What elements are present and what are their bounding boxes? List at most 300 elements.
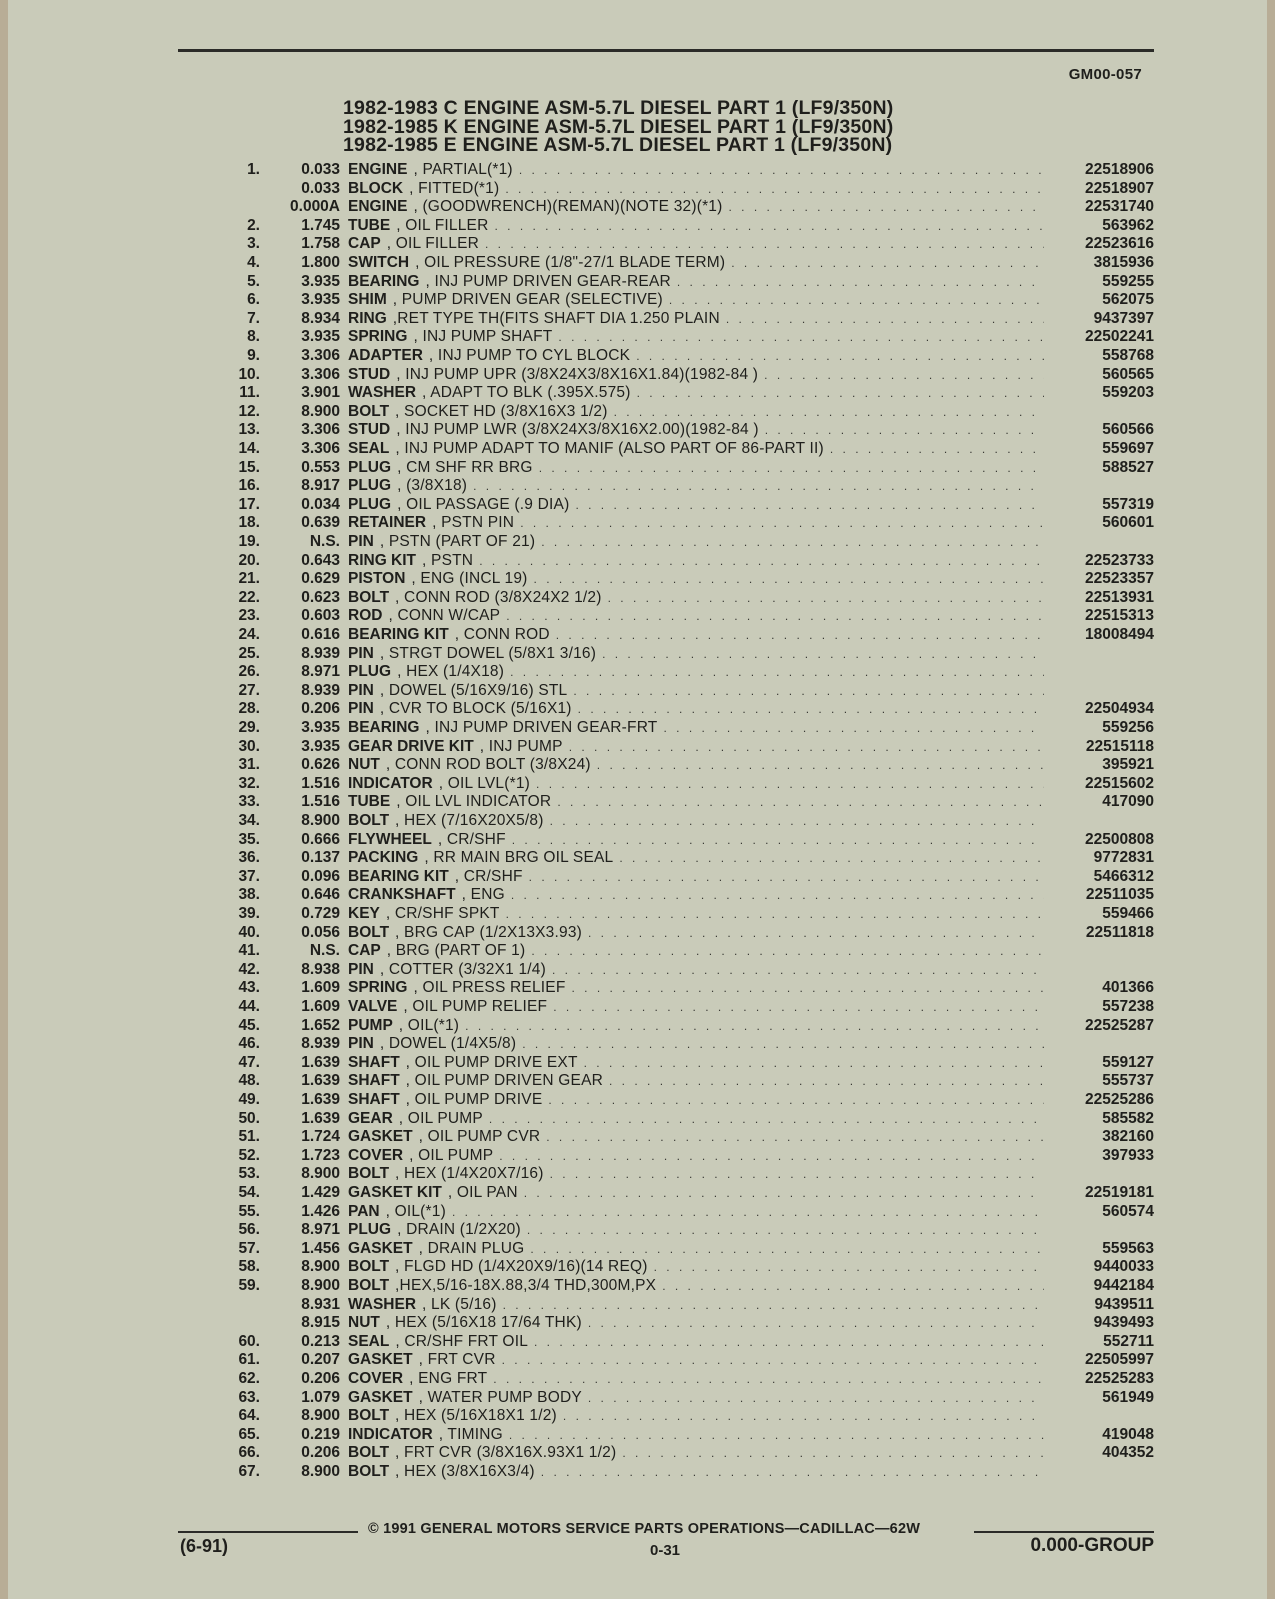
part-description [348, 1333, 1044, 1352]
part-description [348, 254, 1044, 273]
part-detail: , CONN ROD (3/8X24X2 1/2) [395, 588, 602, 606]
item-number: 31. [238, 756, 260, 774]
group-number: 8.900 [301, 1165, 340, 1183]
part-name: TUBE [348, 216, 391, 234]
group-number: 0.207 [301, 1351, 340, 1369]
group-number: 3.306 [301, 365, 340, 383]
part-number: 585582 [1102, 1109, 1154, 1127]
part-number: 22511818 [1085, 923, 1154, 941]
part-number: 18008494 [1085, 626, 1154, 643]
leader-dots [522, 1035, 1044, 1054]
group-number: 8.915 [301, 1314, 340, 1332]
part-number: 419048 [1102, 1425, 1154, 1443]
part-name: INDICATOR [348, 774, 433, 792]
item-number: 43. [238, 979, 260, 997]
group-number: 1.724 [301, 1128, 340, 1146]
leader-dots [588, 924, 1044, 943]
part-name: CAP [348, 235, 381, 253]
part-number: 559697 [1102, 440, 1154, 457]
part-name: ENGINE [348, 198, 408, 216]
part-name: BOLT [348, 1463, 390, 1480]
part-name: CAP [348, 942, 381, 960]
item-number: 38. [238, 886, 260, 904]
item-number: 27. [238, 681, 260, 699]
list-item [8, 291, 1267, 310]
part-detail: , HEX (1/4X18) [397, 663, 505, 681]
part-detail: , PUMP DRIVEN GEAR (SELECTIVE) [392, 291, 663, 309]
item-number: 14. [238, 440, 260, 457]
part-description [348, 924, 1044, 943]
list-item [8, 775, 1267, 794]
part-description [348, 1351, 1044, 1370]
part-detail: , OIL PUMP DRIVE [405, 1091, 543, 1108]
item-number: 55. [238, 1202, 260, 1220]
part-detail: , BRG (PART OF 1) [386, 942, 526, 960]
leader-dots [588, 1314, 1044, 1333]
group-number: 1.652 [301, 1016, 340, 1034]
part-description [348, 1277, 1044, 1296]
item-number: 50. [238, 1109, 260, 1127]
item-number: 34. [238, 812, 260, 829]
part-number: 22515118 [1085, 737, 1154, 755]
part-detail: , OIL PASSAGE (.9 DIA) [397, 495, 570, 513]
part-number: 22523357 [1085, 570, 1154, 588]
leader-dots [536, 775, 1044, 794]
item-number: 36. [238, 849, 260, 867]
part-name: PISTON [348, 570, 406, 588]
part-detail: , INJ PUMP DRIVEN GEAR-REAR [425, 272, 671, 290]
group-number: 0.137 [301, 849, 340, 867]
part-detail: , OIL(*1) [385, 1202, 446, 1220]
leader-dots [548, 1091, 1044, 1110]
part-number: 9442184 [1093, 1277, 1154, 1294]
part-name: BOLT [348, 812, 390, 829]
part-description [348, 1184, 1044, 1203]
list-item [8, 180, 1267, 199]
item-number: 41. [238, 942, 260, 960]
leader-dots [602, 645, 1044, 664]
item-number: 29. [238, 719, 260, 736]
group-label: 0.000-GROUP [1030, 1535, 1154, 1556]
part-name: STUD [348, 421, 391, 439]
part-name: PAN [348, 1202, 380, 1220]
part-name: PIN [348, 644, 374, 662]
leader-dots [485, 235, 1044, 254]
leader-dots [506, 905, 1044, 924]
part-name: PIN [348, 1035, 374, 1053]
part-number: 5466312 [1093, 867, 1154, 885]
group-number: 0.213 [301, 1332, 340, 1350]
part-detail: , BRG CAP (1/2X13X3.93) [395, 923, 583, 941]
list-item [8, 812, 1267, 831]
leader-dots [541, 1463, 1044, 1482]
part-detail: , (GOODWRENCH)(REMAN)(NOTE 32)(*1) [413, 198, 723, 216]
part-description [348, 161, 1044, 180]
part-name: SEAL [348, 1332, 390, 1350]
item-number: 23. [238, 607, 260, 625]
leader-dots [479, 552, 1044, 571]
list-item [8, 1110, 1267, 1129]
part-name: GASKET KIT [348, 1184, 442, 1201]
list-item [8, 235, 1267, 254]
item-number: 2. [247, 216, 260, 234]
leader-dots [575, 496, 1044, 515]
part-description [348, 700, 1044, 719]
leader-dots [619, 849, 1044, 868]
item-number: 67. [238, 1463, 260, 1480]
part-name: GASKET [348, 1388, 413, 1406]
part-name: BOLT [348, 588, 390, 606]
part-name: GASKET [348, 1128, 413, 1146]
part-detail: , OIL PUMP [409, 1146, 494, 1164]
part-name: PACKING [348, 849, 419, 867]
part-number: 9437397 [1093, 309, 1154, 327]
list-item [8, 905, 1267, 924]
part-detail: , DOWEL (5/16X9/16) STL [379, 681, 568, 699]
list-item [8, 366, 1267, 385]
part-detail: , INJ PUMP TO CYL BLOCK [428, 347, 631, 364]
item-number: 62. [238, 1370, 260, 1387]
part-number: 560565 [1102, 365, 1154, 383]
part-description [348, 552, 1044, 571]
list-item [8, 682, 1267, 701]
part-detail: , CONN W/CAP [388, 607, 501, 625]
part-name: PIN [348, 681, 374, 699]
part-name: GASKET [348, 1239, 413, 1257]
part-detail: , CVR TO BLOCK (5/16X1) [379, 700, 572, 718]
part-description [348, 459, 1044, 478]
list-item [8, 1165, 1267, 1184]
group-number: 0.000A [290, 198, 340, 216]
group-number: 3.306 [301, 440, 340, 457]
group-number: 1.079 [301, 1388, 340, 1406]
part-detail: , INJ PUMP ADAPT TO MANIF (ALSO PART OF 86-PART II) [395, 440, 824, 457]
group-number: 0.219 [301, 1425, 340, 1443]
part-description [348, 682, 1044, 701]
leader-dots [563, 1407, 1044, 1426]
list-item [8, 440, 1267, 459]
list-item [8, 961, 1267, 980]
list-item [8, 719, 1267, 738]
leader-dots [524, 1184, 1044, 1203]
list-item [8, 831, 1267, 850]
part-detail: ,HEX,5/16-18X.88,3/4 THD,300M,PX [395, 1277, 657, 1294]
leader-dots [765, 421, 1044, 440]
part-number: 397933 [1102, 1146, 1154, 1164]
part-detail: , OIL PUMP CVR [418, 1128, 541, 1146]
list-item [8, 514, 1267, 533]
part-detail: , INJ PUMP DRIVEN GEAR-FRT [425, 719, 658, 736]
part-number: 22518906 [1085, 161, 1154, 178]
list-item [8, 1221, 1267, 1240]
part-number: 22525286 [1085, 1091, 1154, 1108]
list-item [8, 1035, 1267, 1054]
part-name: INDICATOR [348, 1425, 433, 1443]
group-number: 1.516 [301, 793, 340, 811]
leader-dots [830, 440, 1044, 459]
part-name: BOLT [348, 1258, 390, 1276]
group-number: 1.609 [301, 979, 340, 997]
part-name: SHAFT [348, 1072, 400, 1090]
part-description [348, 942, 1044, 961]
item-number: 33. [238, 793, 260, 811]
group-number: 8.900 [301, 812, 340, 829]
part-number: 559563 [1102, 1239, 1154, 1257]
part-name: GEAR [348, 1109, 393, 1127]
page-title-line: 1982-1983 C ENGINE ASM-5.7L DIESEL PART 1 (LF9/350N) [343, 97, 894, 119]
item-number: 15. [238, 458, 260, 476]
leader-dots [637, 384, 1044, 403]
part-name: BOLT [348, 1277, 390, 1294]
leader-dots [553, 998, 1044, 1017]
leader-dots [578, 700, 1044, 719]
item-number: 39. [238, 905, 260, 922]
part-description [348, 886, 1044, 905]
list-item [8, 310, 1267, 329]
part-number: 404352 [1102, 1444, 1154, 1462]
part-detail: , STRGT DOWEL (5/8X1 3/16) [379, 644, 597, 662]
part-number: 9439493 [1093, 1314, 1154, 1332]
group-number: 0.629 [301, 570, 340, 588]
leader-dots [506, 607, 1044, 626]
leader-dots [556, 626, 1044, 645]
part-name: BEARING [348, 272, 420, 290]
list-item [8, 570, 1267, 589]
part-name: PLUG [348, 663, 392, 681]
part-detail: , RR MAIN BRG OIL SEAL [424, 849, 614, 867]
part-description [348, 979, 1044, 998]
part-name: PIN [348, 960, 374, 978]
part-name: PLUG [348, 458, 392, 476]
part-name: WASHER [348, 1295, 417, 1313]
group-number: 8.934 [301, 309, 340, 327]
group-number: 3.935 [301, 291, 340, 309]
part-name: BLOCK [348, 179, 404, 197]
item-number: 22. [238, 588, 260, 606]
part-name: VALVE [348, 998, 398, 1015]
part-detail: , INJ PUMP LWR (3/8X24X3/8X16X2.00)(1982-84 ) [396, 421, 759, 439]
leader-dots [529, 868, 1044, 887]
item-number: 11. [239, 384, 260, 402]
part-description [348, 477, 1044, 496]
part-number: 22519181 [1085, 1184, 1154, 1201]
part-name: SPRING [348, 328, 408, 346]
item-number: 28. [238, 700, 260, 718]
part-detail: , FLGD HD (1/4X20X9/16)(14 REQ) [395, 1258, 648, 1276]
list-item [8, 663, 1267, 682]
group-number: 1.639 [301, 1072, 340, 1090]
group-number: 0.056 [301, 923, 340, 941]
part-name: BEARING KIT [348, 626, 449, 643]
item-number: 54. [238, 1184, 260, 1201]
list-item [8, 1351, 1267, 1370]
part-description [348, 607, 1044, 626]
part-detail: , DOWEL (1/4X5/8) [379, 1035, 517, 1053]
part-number: 560566 [1102, 421, 1154, 439]
part-description [348, 1072, 1044, 1091]
part-detail: , OIL LVL(*1) [438, 774, 531, 792]
list-item [8, 1072, 1267, 1091]
group-number: 1.745 [301, 216, 340, 234]
item-number: 10. [238, 365, 260, 383]
group-number: 8.931 [301, 1295, 340, 1313]
list-item [8, 979, 1267, 998]
list-item [8, 552, 1267, 571]
list-item [8, 942, 1267, 961]
part-name: PIN [348, 533, 374, 550]
part-description [348, 1314, 1044, 1333]
part-number: 557238 [1102, 998, 1154, 1015]
item-number: 8. [247, 328, 260, 346]
list-item [8, 1017, 1267, 1036]
item-number: 35. [238, 830, 260, 848]
part-description [348, 1147, 1044, 1166]
part-detail: , CR/SHF FRT OIL [395, 1332, 529, 1350]
list-item [8, 161, 1267, 180]
part-number: 9439511 [1094, 1295, 1154, 1313]
group-number: 8.938 [301, 960, 340, 978]
item-number: 65. [238, 1425, 260, 1443]
part-name: SWITCH [348, 254, 410, 271]
part-description [348, 533, 1044, 552]
list-item [8, 1407, 1267, 1426]
leader-dots [608, 589, 1044, 608]
part-number: 9772831 [1093, 849, 1154, 867]
part-description [348, 291, 1044, 310]
part-description [348, 347, 1044, 366]
group-number: 0.626 [301, 756, 340, 774]
group-number: 8.917 [301, 477, 340, 495]
item-number: 53. [238, 1165, 260, 1183]
list-item [8, 1444, 1267, 1463]
group-number: 8.939 [301, 681, 340, 699]
part-description [348, 1165, 1044, 1184]
part-number: 563962 [1102, 216, 1154, 234]
part-name: PLUG [348, 1221, 392, 1239]
item-number: 58. [238, 1258, 260, 1276]
part-detail: , INJ PUMP UPR (3/8X24X3/8X16X1.84)(1982-84 ) [396, 365, 759, 383]
part-name: ENGINE [348, 161, 408, 178]
list-item [8, 607, 1267, 626]
leader-dots [663, 719, 1044, 738]
part-description [348, 570, 1044, 589]
part-name: RING [348, 309, 387, 327]
item-number: 12. [238, 402, 260, 420]
leader-dots [557, 793, 1044, 812]
item-number: 52. [238, 1146, 260, 1164]
part-detail: , (3/8X18) [397, 477, 468, 495]
leader-dots [636, 347, 1044, 366]
part-description [348, 589, 1044, 608]
part-description [348, 310, 1044, 329]
leader-dots [531, 942, 1044, 961]
item-number: 49. [238, 1091, 260, 1108]
part-name: BOLT [348, 402, 390, 420]
item-number: 7. [247, 309, 260, 327]
item-number: 56. [238, 1221, 260, 1239]
part-description [348, 1054, 1044, 1073]
leader-dots [662, 1277, 1044, 1296]
list-item [8, 1240, 1267, 1259]
part-name: GEAR DRIVE KIT [348, 737, 474, 755]
part-description [348, 1221, 1044, 1240]
part-number: 562075 [1102, 291, 1154, 309]
part-name: RING KIT [348, 551, 417, 569]
part-description [348, 775, 1044, 794]
page-title-line: 1982-1985 E ENGINE ASM-5.7L DIESEL PART 1 (LF9/350N) [343, 134, 893, 156]
leader-dots [505, 180, 1044, 199]
group-number: 1.639 [301, 1109, 340, 1127]
part-description [348, 366, 1044, 385]
part-description [348, 403, 1044, 422]
part-number: 559256 [1102, 719, 1154, 736]
part-name: PIN [348, 700, 374, 718]
part-description [348, 1240, 1044, 1259]
part-description [348, 1091, 1044, 1110]
part-number: 557319 [1102, 495, 1154, 513]
group-number: 1.609 [301, 998, 340, 1015]
list-item [8, 793, 1267, 812]
group-number: 3.935 [301, 328, 340, 346]
list-item [8, 645, 1267, 664]
item-number: 21. [238, 570, 260, 588]
item-number: 63. [238, 1388, 260, 1406]
part-name: PLUG [348, 495, 392, 513]
part-number: 22502241 [1085, 328, 1154, 346]
leader-dots [584, 1054, 1044, 1073]
list-item [8, 254, 1267, 273]
part-description [348, 738, 1044, 757]
group-number: 8.900 [301, 1407, 340, 1425]
part-number: 560601 [1102, 514, 1154, 532]
group-number: 0.623 [301, 588, 340, 606]
item-number: 64. [238, 1407, 260, 1425]
list-item [8, 1147, 1267, 1166]
part-detail: , DRAIN (1/2X20) [397, 1221, 521, 1239]
leader-dots [502, 1351, 1044, 1370]
item-number: 61. [238, 1351, 260, 1369]
item-number: 3. [247, 235, 260, 253]
leader-dots [677, 273, 1044, 292]
part-number: 559203 [1102, 384, 1154, 402]
group-number: 0.033 [301, 161, 340, 178]
part-name: BOLT [348, 1165, 390, 1183]
part-detail: , OIL(*1) [398, 1016, 460, 1034]
footer-date: (6-91) [180, 1536, 229, 1556]
item-number: 48. [238, 1072, 260, 1090]
part-detail: , OIL PRESS RELIEF [413, 979, 566, 997]
list-item [8, 849, 1267, 868]
part-detail: , HEX (1/4X20X7/16) [395, 1165, 544, 1183]
part-number: 22525287 [1085, 1016, 1154, 1034]
leader-dots [654, 1258, 1044, 1277]
part-name: CRANKSHAFT [348, 886, 456, 904]
part-number: 588527 [1102, 458, 1154, 476]
part-detail: , ENG FRT [409, 1370, 488, 1387]
part-name: ADAPTER [348, 347, 423, 364]
footer-copyright: © 1991 GENERAL MOTORS SERVICE PARTS OPERATIONS—CADILLAC—62W [368, 1521, 921, 1537]
group-number: 8.900 [301, 402, 340, 420]
part-description [348, 831, 1044, 850]
part-detail: , INJ PUMP SHAFT [413, 328, 553, 346]
group-number: 0.643 [301, 551, 340, 569]
part-number: 22505997 [1085, 1351, 1154, 1369]
leader-dots [569, 738, 1044, 757]
part-detail: , OIL PUMP DRIVEN GEAR [405, 1072, 604, 1090]
part-number: 22500808 [1085, 830, 1154, 848]
leader-dots [573, 682, 1044, 701]
item-number: 45. [238, 1016, 260, 1034]
